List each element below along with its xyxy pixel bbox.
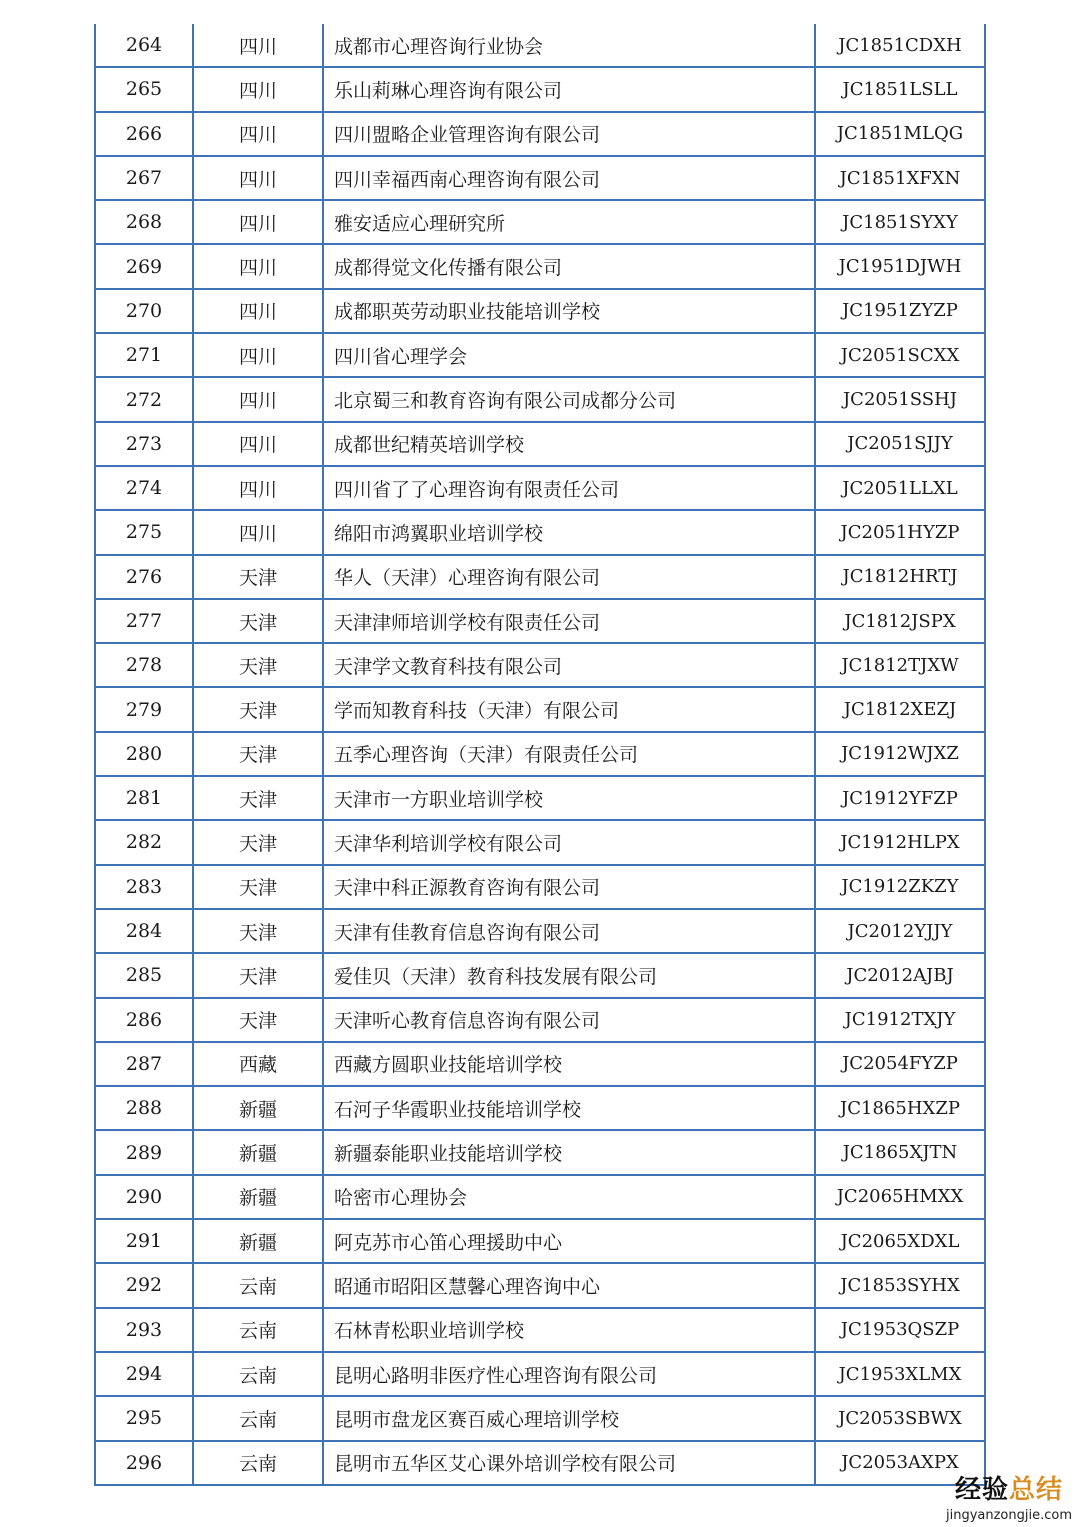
table-row	[95, 687, 985, 731]
province-cell: 四川	[193, 377, 323, 421]
province-cell: 新疆	[193, 1219, 323, 1263]
table-row	[95, 289, 985, 333]
registration-code-cell: JC1953QSZP	[815, 1308, 985, 1352]
registration-code-cell: JC2051LLXL	[815, 466, 985, 510]
province-cell: 新疆	[193, 1175, 323, 1219]
table-row	[95, 200, 985, 244]
province-cell: 云南	[193, 1352, 323, 1396]
province-cell: 天津	[193, 643, 323, 687]
table-row	[95, 333, 985, 377]
organization-name-cell: 西藏方圆职业技能培训学校	[323, 1042, 815, 1086]
site-watermark	[946, 1469, 1072, 1523]
province-cell: 四川	[193, 422, 323, 466]
organization-name-cell: 雅安适应心理研究所	[323, 200, 815, 244]
table-row	[95, 776, 985, 820]
registration-code-cell: JC2054FYZP	[815, 1042, 985, 1086]
table-row	[95, 865, 985, 909]
registration-code-cell: JC1912HLPX	[815, 820, 985, 864]
registration-code-cell: JC1912ZKZY	[815, 865, 985, 909]
registration-code-cell: JC1953XLMX	[815, 1352, 985, 1396]
row-number-cell: 286	[95, 998, 193, 1042]
organization-name-cell: 华人（天津）心理咨询有限公司	[323, 555, 815, 599]
registry-table-container	[94, 24, 986, 1486]
row-number-cell: 276	[95, 555, 193, 599]
row-number-cell: 277	[95, 599, 193, 643]
organization-name-cell: 成都职英劳动职业技能培训学校	[323, 289, 815, 333]
row-number-cell: 280	[95, 732, 193, 776]
row-number-cell: 294	[95, 1352, 193, 1396]
table-row	[95, 466, 985, 510]
registration-code-cell: JC2065XDXL	[815, 1219, 985, 1263]
organization-name-cell: 乐山莉琳心理咨询有限公司	[323, 67, 815, 111]
province-cell: 云南	[193, 1263, 323, 1307]
province-cell: 新疆	[193, 1130, 323, 1174]
row-number-cell: 270	[95, 289, 193, 333]
table-row	[95, 244, 985, 288]
organization-name-cell: 昆明心路明非医疗性心理咨询有限公司	[323, 1352, 815, 1396]
table-row	[95, 599, 985, 643]
row-number-cell: 296	[95, 1441, 193, 1485]
registration-code-cell: JC1851SYXY	[815, 200, 985, 244]
row-number-cell: 279	[95, 687, 193, 731]
organization-name-cell: 天津听心教育信息咨询有限公司	[323, 998, 815, 1042]
registration-code-cell: JC2065HMXX	[815, 1175, 985, 1219]
table-row	[95, 67, 985, 111]
organization-name-cell: 北京蜀三和教育咨询有限公司成都分公司	[323, 377, 815, 421]
province-cell: 新疆	[193, 1086, 323, 1130]
province-cell: 云南	[193, 1441, 323, 1485]
row-number-cell: 283	[95, 865, 193, 909]
table-row	[95, 422, 985, 466]
registration-code-cell: JC1812HRTJ	[815, 555, 985, 599]
registration-code-cell: JC2051HYZP	[815, 510, 985, 554]
table-row	[95, 1352, 985, 1396]
organization-name-cell: 四川省了了心理咨询有限责任公司	[323, 466, 815, 510]
province-cell: 四川	[193, 24, 323, 67]
table-row	[95, 1396, 985, 1440]
row-number-cell: 290	[95, 1175, 193, 1219]
row-number-cell: 293	[95, 1308, 193, 1352]
table-row	[95, 1175, 985, 1219]
row-number-cell: 284	[95, 909, 193, 953]
watermark-main-accent: 总结	[1008, 1475, 1063, 1505]
row-number-cell: 273	[95, 422, 193, 466]
table-row	[95, 112, 985, 156]
registration-code-cell: JC1912TXJY	[815, 998, 985, 1042]
organization-name-cell: 天津有佳教育信息咨询有限公司	[323, 909, 815, 953]
province-cell: 云南	[193, 1396, 323, 1440]
table-row	[95, 1263, 985, 1307]
table-row	[95, 1086, 985, 1130]
row-number-cell: 268	[95, 200, 193, 244]
organization-name-cell: 昆明市五华区艾心课外培训学校有限公司	[323, 1441, 815, 1485]
row-number-cell: 267	[95, 156, 193, 200]
province-cell: 四川	[193, 156, 323, 200]
registration-code-cell: JC1951ZYZP	[815, 289, 985, 333]
organization-name-cell: 四川省心理学会	[323, 333, 815, 377]
registration-code-cell: JC1865HXZP	[815, 1086, 985, 1130]
row-number-cell: 266	[95, 112, 193, 156]
organization-name-cell: 四川盟略企业管理咨询有限公司	[323, 112, 815, 156]
row-number-cell: 282	[95, 820, 193, 864]
table-row	[95, 643, 985, 687]
organization-name-cell: 阿克苏市心笛心理援助中心	[323, 1219, 815, 1263]
watermark-url: jingyanzongjie.com	[945, 1508, 1072, 1523]
registration-code-cell: JC2053AXPX	[815, 1441, 985, 1485]
registration-code-cell: JC2053SBWX	[815, 1396, 985, 1440]
row-number-cell: 278	[95, 643, 193, 687]
organization-name-cell: 爱佳贝（天津）教育科技发展有限公司	[323, 953, 815, 997]
registration-code-cell: JC1951DJWH	[815, 244, 985, 288]
row-number-cell: 289	[95, 1130, 193, 1174]
registration-code-cell: JC1912WJXZ	[815, 732, 985, 776]
province-cell: 四川	[193, 67, 323, 111]
province-cell: 天津	[193, 776, 323, 820]
table-row	[95, 820, 985, 864]
table-row	[95, 909, 985, 953]
province-cell: 西藏	[193, 1042, 323, 1086]
province-cell: 天津	[193, 732, 323, 776]
row-number-cell: 287	[95, 1042, 193, 1086]
registration-code-cell: JC1865XJTN	[815, 1130, 985, 1174]
province-cell: 天津	[193, 599, 323, 643]
row-number-cell: 275	[95, 510, 193, 554]
row-number-cell: 281	[95, 776, 193, 820]
table-body	[95, 24, 985, 1485]
table-row	[95, 1308, 985, 1352]
table-row	[95, 1219, 985, 1263]
registration-code-cell: JC2051SSHJ	[815, 377, 985, 421]
registry-table	[94, 24, 986, 1486]
organization-name-cell: 哈密市心理协会	[323, 1175, 815, 1219]
row-number-cell: 264	[95, 24, 193, 67]
organization-name-cell: 成都世纪精英培训学校	[323, 422, 815, 466]
watermark-main-black: 经验	[954, 1475, 1009, 1505]
organization-name-cell: 昆明市盘龙区赛百威心理培训学校	[323, 1396, 815, 1440]
row-number-cell: 269	[95, 244, 193, 288]
province-cell: 四川	[193, 200, 323, 244]
table-row	[95, 156, 985, 200]
registration-code-cell: JC1851LSLL	[815, 67, 985, 111]
watermark-logo-text	[946, 1469, 1072, 1506]
table-row	[95, 1042, 985, 1086]
table-row	[95, 24, 985, 67]
organization-name-cell: 成都得觉文化传播有限公司	[323, 244, 815, 288]
organization-name-cell: 成都市心理咨询行业协会	[323, 24, 815, 67]
organization-name-cell: 石河子华霞职业技能培训学校	[323, 1086, 815, 1130]
province-cell: 天津	[193, 687, 323, 731]
organization-name-cell: 石林青松职业培训学校	[323, 1308, 815, 1352]
registration-code-cell: JC1851XFXN	[815, 156, 985, 200]
table-row	[95, 555, 985, 599]
province-cell: 四川	[193, 333, 323, 377]
table-row	[95, 1441, 985, 1485]
organization-name-cell: 天津华利培训学校有限公司	[323, 820, 815, 864]
table-row	[95, 953, 985, 997]
table-row	[95, 377, 985, 421]
province-cell: 四川	[193, 244, 323, 288]
row-number-cell: 295	[95, 1396, 193, 1440]
organization-name-cell: 天津中科正源教育咨询有限公司	[323, 865, 815, 909]
registration-code-cell: JC2012YJJY	[815, 909, 985, 953]
province-cell: 四川	[193, 510, 323, 554]
organization-name-cell: 绵阳市鸿翼职业培训学校	[323, 510, 815, 554]
province-cell: 天津	[193, 998, 323, 1042]
registration-code-cell: JC1812JSPX	[815, 599, 985, 643]
organization-name-cell: 天津学文教育科技有限公司	[323, 643, 815, 687]
province-cell: 四川	[193, 466, 323, 510]
province-cell: 天津	[193, 555, 323, 599]
organization-name-cell: 新疆泰能职业技能培训学校	[323, 1130, 815, 1174]
table-row	[95, 998, 985, 1042]
organization-name-cell: 天津市一方职业培训学校	[323, 776, 815, 820]
province-cell: 云南	[193, 1308, 323, 1352]
row-number-cell: 274	[95, 466, 193, 510]
province-cell: 天津	[193, 865, 323, 909]
registration-code-cell: JC2051SJJY	[815, 422, 985, 466]
row-number-cell: 265	[95, 67, 193, 111]
registration-code-cell: JC2051SCXX	[815, 333, 985, 377]
row-number-cell: 288	[95, 1086, 193, 1130]
province-cell: 天津	[193, 820, 323, 864]
row-number-cell: 272	[95, 377, 193, 421]
row-number-cell: 285	[95, 953, 193, 997]
province-cell: 四川	[193, 112, 323, 156]
registration-code-cell: JC1851MLQG	[815, 112, 985, 156]
province-cell: 天津	[193, 909, 323, 953]
organization-name-cell: 学而知教育科技（天津）有限公司	[323, 687, 815, 731]
registration-code-cell: JC1912YFZP	[815, 776, 985, 820]
registration-code-cell: JC2012AJBJ	[815, 953, 985, 997]
registration-code-cell: JC1812TJXW	[815, 643, 985, 687]
table-row	[95, 1130, 985, 1174]
organization-name-cell: 五季心理咨询（天津）有限责任公司	[323, 732, 815, 776]
registration-code-cell: JC1812XEZJ	[815, 687, 985, 731]
organization-name-cell: 天津津师培训学校有限责任公司	[323, 599, 815, 643]
row-number-cell: 271	[95, 333, 193, 377]
row-number-cell: 292	[95, 1263, 193, 1307]
province-cell: 四川	[193, 289, 323, 333]
province-cell: 天津	[193, 953, 323, 997]
organization-name-cell: 昭通市昭阳区慧馨心理咨询中心	[323, 1263, 815, 1307]
row-number-cell: 291	[95, 1219, 193, 1263]
table-row	[95, 732, 985, 776]
organization-name-cell: 四川幸福西南心理咨询有限公司	[323, 156, 815, 200]
registration-code-cell: JC1853SYHX	[815, 1263, 985, 1307]
table-row	[95, 510, 985, 554]
registration-code-cell: JC1851CDXH	[815, 24, 985, 67]
